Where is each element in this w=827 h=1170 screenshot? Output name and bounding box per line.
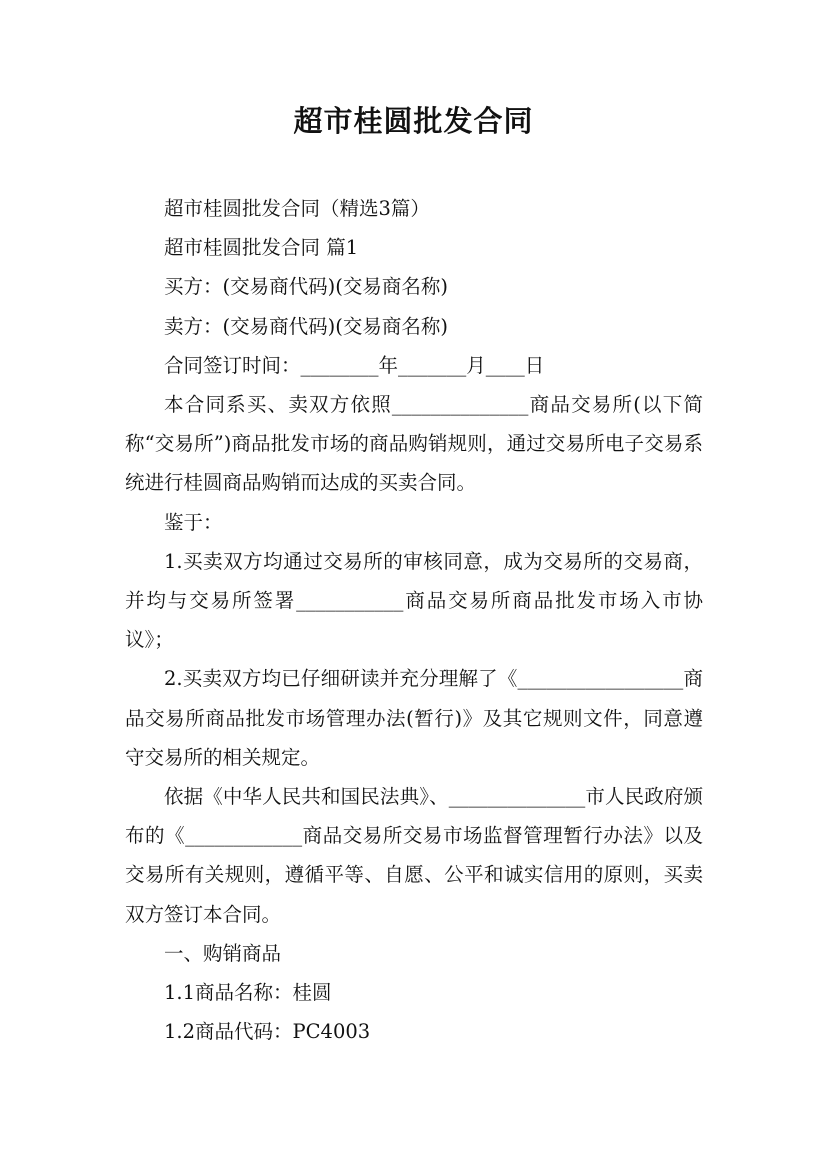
paragraph-subtitle: 超市桂圆批发合同（精选3篇） — [164, 197, 430, 220]
paragraph-clause-2: 2.买卖双方均已仔细研读并充分理解了《_________________商品交易所商品批发市场管理办法(暂行)》及其它规则文件，同意遵守交易所的相关规定。 — [125, 667, 703, 769]
paragraph-buyer: 买方：(交易商代码)(交易商名称) — [164, 275, 448, 299]
paragraph-legal-basis: 依据《中华人民共和国民法典》、______________市人民政府颁布的《____________商品交易所交易市场监督管理暂行办法》以及交易所有关规则，遵循平等、自愿、公平和诚实信用的原则，买卖双方签订本合同。 — [125, 785, 703, 926]
paragraph-intro: 本合同系买、卖双方依照______________商品交易所(以下简称“交易所”)商品批发市场的商品购销规则，通过交易所电子交易系统进行桂圆商品购销而达成的买卖合同。 — [125, 393, 703, 495]
paragraph-goods-code: 1.2商品代码：PC4003 — [164, 1020, 371, 1044]
section-heading-goods: 一、购销商品 — [164, 941, 282, 965]
paragraph-whereas: 鉴于： — [164, 510, 223, 534]
paragraph-goods-name: 1.1商品名称：桂圆 — [164, 981, 332, 1005]
paragraph-clause-1: 1.买卖双方均通过交易所的审核同意，成为交易所的交易商，并均与交易所签署___________商品交易所商品批发市场入市协议》； — [125, 549, 703, 652]
paragraph-part-heading: 超市桂圆批发合同 篇1 — [164, 236, 359, 260]
document-title: 超市桂圆批发合同 — [293, 104, 534, 138]
document-body — [125, 189, 703, 1051]
paragraph-sign-date: 合同签订时间：________年_______月____日 — [164, 353, 545, 377]
paragraph-seller: 卖方：(交易商代码)(交易商名称) — [164, 314, 448, 338]
